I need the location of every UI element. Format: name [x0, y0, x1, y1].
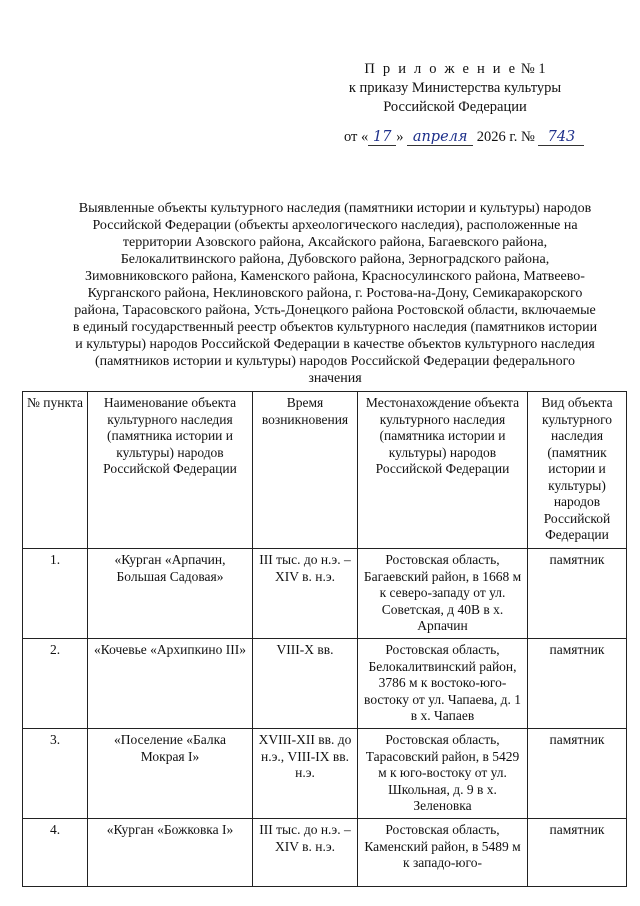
table-row: [23, 639, 627, 729]
row-object-type: памятник: [528, 729, 627, 819]
row-object-type: памятник: [528, 639, 627, 729]
attachment-block: [320, 60, 590, 117]
order-month-handwritten: апреля: [407, 130, 473, 146]
row-number: 1.: [23, 549, 88, 639]
attachment-title: П р и л о ж е н и е: [364, 61, 518, 77]
header-item-number: № пункта: [23, 392, 88, 549]
row-object-name: «Курган «Божковка I»: [88, 819, 253, 887]
table-header-row: [23, 392, 627, 549]
row-number: 3.: [23, 729, 88, 819]
order-prefix: от «: [344, 129, 369, 145]
row-object-name: «Курган «Арпачин, Большая Садовая»: [88, 549, 253, 639]
page-bottom-edge: [0, 891, 640, 906]
header-object-name: Наименование объекта культурного наследия (памятника истории и культуры) народов Российской Федерации: [88, 392, 253, 549]
row-origin-time: III тыс. до н.э. – XIV в. н.э.: [253, 549, 358, 639]
table-row: [23, 549, 627, 639]
row-number: 4.: [23, 819, 88, 887]
row-object-name: «Кочевье «Архипкино III»: [88, 639, 253, 729]
row-number: 2.: [23, 639, 88, 729]
header-object-type: Вид объекта культурного наследия (памятник истории и культуры) народов Российской Федерации: [528, 392, 627, 549]
header-origin-time: Время возникновения: [253, 392, 358, 549]
row-object-type: памятник: [528, 549, 627, 639]
row-origin-time: III тыс. до н.э. – XIV в. н.э.: [253, 819, 358, 887]
header-location: Местонахождение объекта культурного наследия (памятника истории и культуры) народов Российской Федерации: [358, 392, 528, 549]
order-day-handwritten: 17: [368, 130, 396, 146]
row-object-type: памятник: [528, 819, 627, 887]
row-object-name: «Поселение «Балка Мокрая I»: [88, 729, 253, 819]
row-origin-time: XVIII-XII вв. до н.э., VIII-IX вв. н.э.: [253, 729, 358, 819]
document-heading: Выявленные объекты культурного наследия (памятники истории и культуры) народов Российской Федерации (объекты археологического наследия), расположенные на территории Азовского района, Аксайского района, Багаевского района, Белокалитвинского района, Дубовского района, Зерноградского района, Зимовниковского района, Каменского района, Красносулинского района, Матвеево-Курганского района, Неклиновского района, г. Ростова-на-Дону, Семикаракорского района, Тарасовского района, Усть-Донецкого района Ростовской области, включаемые в единый государственный реестр объектов культурного наследия (памятников истории и культуры) народов Российской Федерации в качестве объектов культурного наследия (памятников истории и культуры) народов Российской Федерации федерального значения: [72, 201, 598, 386]
row-location: Ростовская область, Багаевский район, в 1668 м к северо-западу от ул. Советская, д 40В в х. Арпачин: [358, 549, 528, 639]
heritage-table: [22, 391, 627, 887]
row-origin-time: VIII-X вв.: [253, 639, 358, 729]
row-location: Ростовская область, Белокалитвинский район, 3786 м к востоко-юго-востоку от ул. Чапаева, д. 1 в х. Чапаев: [358, 639, 528, 729]
attachment-line2: к приказу Министерства культуры: [348, 80, 562, 96]
row-location: Ростовская область, Тарасовский район, в 5429 м к юго-востоку от ул. Школьная, д. 9 в х. Зеленовка: [358, 729, 528, 819]
table-row: [23, 819, 627, 887]
attachment-line3: Российской Федерации: [383, 99, 527, 115]
order-reference: [344, 128, 624, 147]
attachment-title-line: [320, 60, 590, 79]
row-location: Ростовская область, Каменский район, в 5489 м к западо-юго-: [358, 819, 528, 887]
order-year-text: 2026 г. №: [476, 129, 535, 145]
attachment-number: № 1: [520, 61, 546, 77]
order-number-handwritten: 743: [538, 130, 584, 146]
table-row: [23, 729, 627, 819]
order-close-quote: »: [396, 129, 404, 145]
